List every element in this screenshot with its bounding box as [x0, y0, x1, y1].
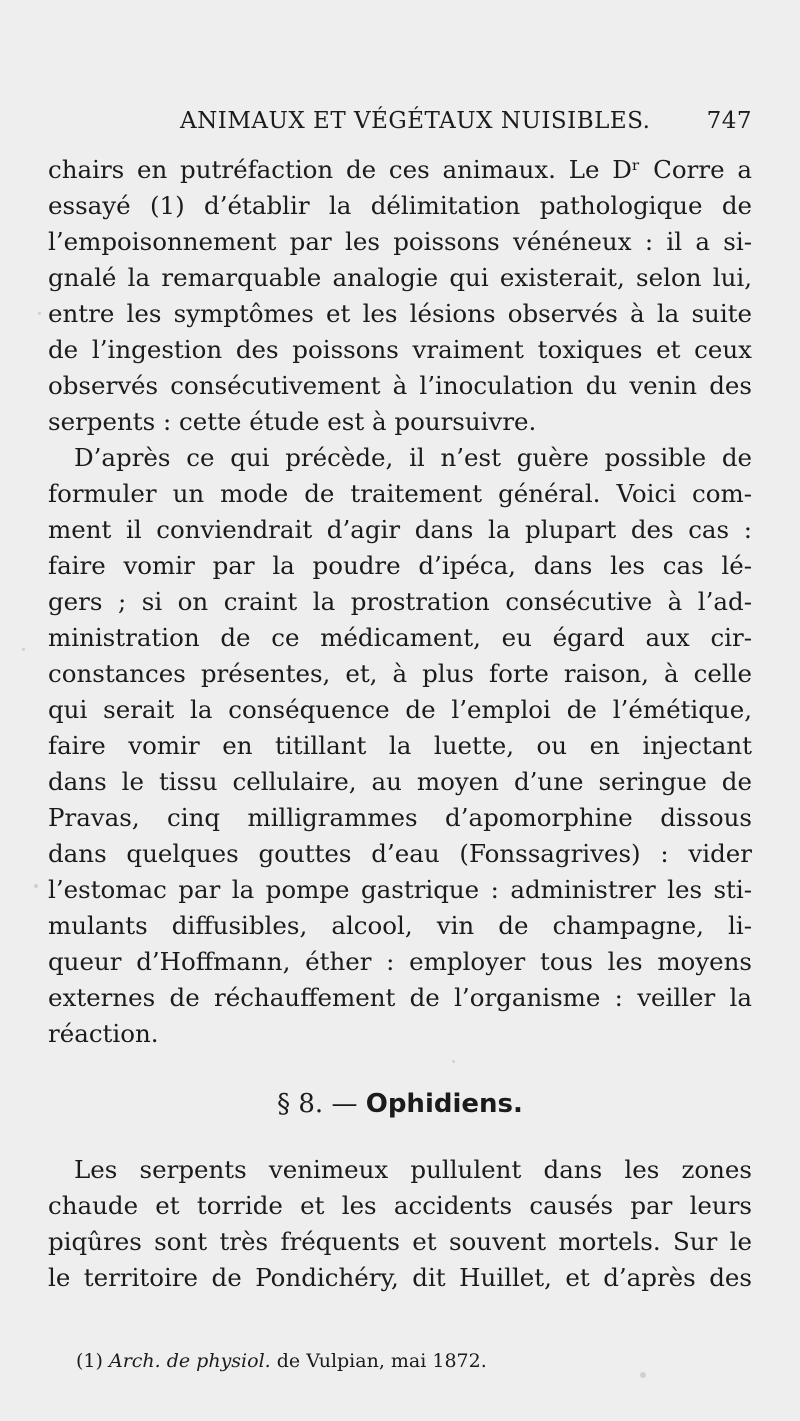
text-line: chairs en putréfaction de ces animaux. Le Dʳ Corre a	[48, 155, 752, 184]
paper-speck	[22, 648, 25, 651]
paper-speck	[38, 312, 41, 315]
text-line: mulants diffusibles, alcool, vin de champagne, li-	[48, 911, 752, 940]
text-line: formuler un mode de traitement général. Voici com-	[48, 479, 752, 508]
text-line: gers ; si on craint la prostration consécutive à l’ad-	[48, 587, 752, 616]
footnote-detail: de Vulpian, mai 1872.	[276, 1350, 487, 1372]
body-text-bottom	[48, 1152, 752, 1296]
section-number: § 8. —	[277, 1089, 358, 1119]
text-line: gnalé la remarquable analogie qui existerait, selon lui,	[48, 263, 752, 292]
text-line: ministration de ce médicament, eu égard aux cir-	[48, 623, 752, 652]
paper-speck	[640, 1372, 646, 1378]
text-line: Pravas, cinq milligrammes d’apomorphine dissous	[48, 803, 752, 832]
page-number: 747	[706, 108, 752, 134]
text-line: ment il conviendrait d’agir dans la plupart des cas :	[48, 515, 752, 544]
text-line: de l’ingestion des poissons vraiment toxiques et ceux	[48, 335, 752, 364]
paragraph-traitement	[48, 440, 752, 1052]
text-line: faire vomir par la poudre d’ipéca, dans les cas lé-	[48, 551, 752, 580]
text-line: l’estomac par la pompe gastrique : administrer les sti-	[48, 875, 752, 904]
footnote	[76, 1350, 487, 1372]
paper-speck	[34, 884, 38, 888]
section-heading	[48, 1084, 752, 1124]
text-line: constances présentes, et, à plus forte raison, à celle	[48, 659, 752, 688]
text-line: observés consécutivement à l’inoculation du venin des	[48, 371, 752, 400]
paragraph-corre	[48, 152, 752, 440]
text-line: dans le tissu cellulaire, au moyen d’une seringue de	[48, 767, 752, 796]
text-line: qui serait la conséquence de l’emploi de l’émétique,	[48, 695, 752, 724]
text-line: chaude et torride et les accidents causés par leurs	[48, 1191, 752, 1220]
running-header	[48, 108, 752, 142]
text-line: entre les symptômes et les lésions observés à la suite	[48, 299, 752, 328]
footnote-marker: (1)	[76, 1350, 103, 1372]
paper-speck	[452, 1060, 455, 1063]
text-line: le territoire de Pondichéry, dit Huillet, et d’après des	[48, 1263, 752, 1292]
text-line: l’empoisonnement par les poissons vénéneux : il a si-	[48, 227, 752, 256]
text-line: externes de réchauffement de l’organisme : veiller la	[48, 983, 752, 1012]
text-line: D’après ce qui précède, il n’est guère possible de	[74, 443, 752, 472]
footnote-source: Arch. de physiol.	[108, 1350, 271, 1372]
text-line: Les serpents venimeux pullulent dans les zones	[74, 1155, 752, 1184]
text-line: serpents : cette étude est à poursuivre.	[48, 407, 537, 436]
paragraph-serpents	[48, 1152, 752, 1296]
text-line: dans quelques gouttes d’eau (Fonssagrives) : vider	[48, 839, 752, 868]
running-title: ANIMAUX ET VÉGÉTAUX NUISIBLES.	[180, 108, 651, 134]
text-line: essayé (1) d’établir la délimitation pathologique de	[48, 191, 752, 220]
text-line: piqûres sont très fréquents et souvent mortels. Sur le	[48, 1227, 752, 1256]
text-line: faire vomir en titillant la luette, ou en injectant	[48, 731, 752, 760]
body-text-top	[48, 152, 752, 1052]
text-line: réaction.	[48, 1019, 159, 1048]
section-title: Ophidiens.	[365, 1089, 523, 1119]
text-line: queur d’Hoffmann, éther : employer tous les moyens	[48, 947, 752, 976]
